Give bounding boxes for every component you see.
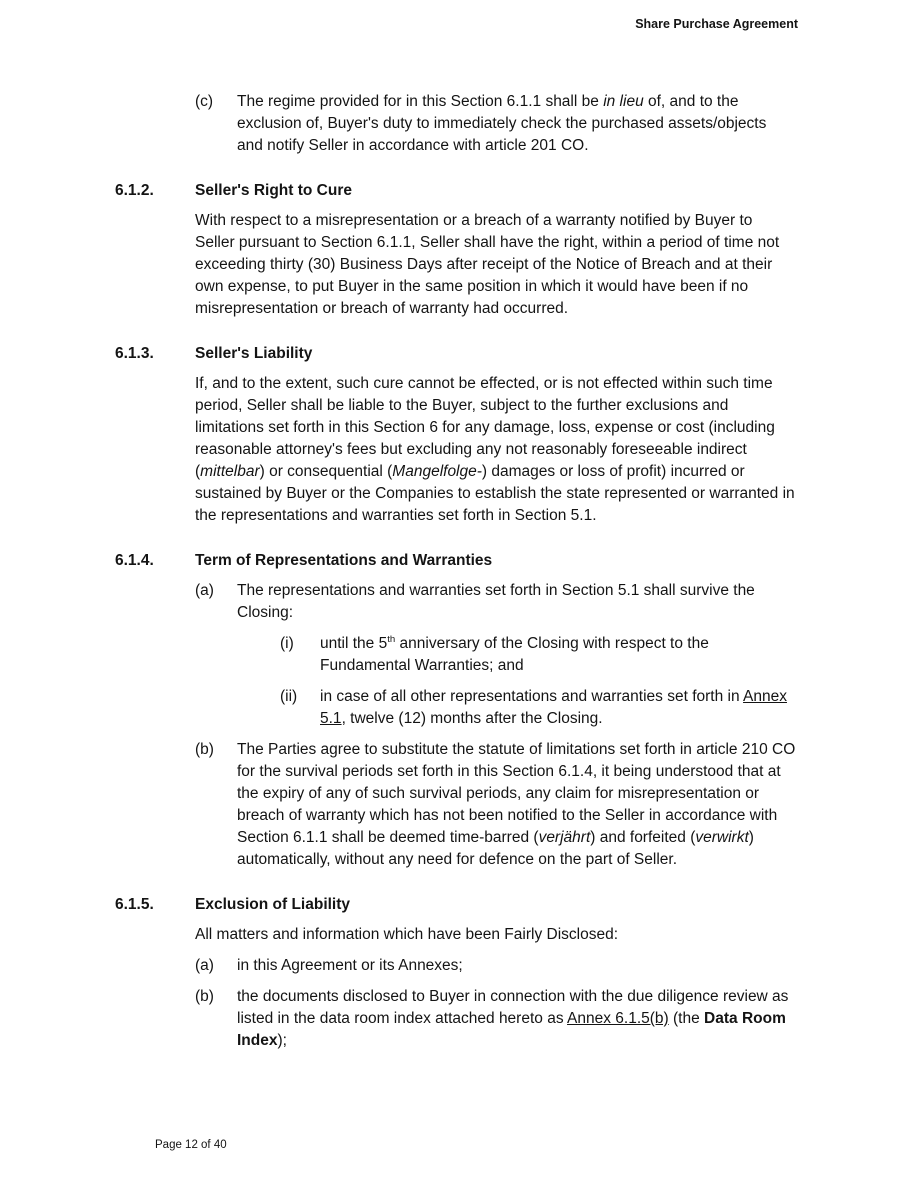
list-marker: (i) — [280, 635, 294, 652]
paragraph-text — [237, 955, 796, 977]
section-title: Seller's Liability — [195, 345, 313, 362]
section-number: 6.1.4. — [115, 552, 154, 569]
text-segment: The representations and warranties set forth in Section 5.1 shall survive the Closing: — [237, 582, 755, 621]
list-marker: (b) — [195, 741, 214, 758]
paragraph — [195, 924, 796, 946]
section-number: 6.1.5. — [115, 896, 154, 913]
section-heading — [115, 180, 796, 202]
text-segment: in lieu — [603, 93, 644, 110]
text-segment: ); — [277, 1032, 287, 1049]
paragraph — [195, 373, 796, 527]
text-segment: the documents disclosed to Buyer in connection with the due diligence review as listed in the data room index attached hereto as — [237, 988, 789, 1027]
page-number: Page 12 of 40 — [155, 1139, 227, 1151]
annex-reference: Annex 6.1.5(b) — [567, 1010, 669, 1027]
document-header — [635, 17, 798, 31]
text-segment: verjährt — [538, 829, 591, 846]
paragraph-text — [237, 739, 796, 871]
list-marker: (a) — [195, 957, 214, 974]
paragraph-text — [237, 91, 796, 157]
text-segment: Mangelfolge- — [392, 463, 482, 480]
document-title: Share Purchase Agreement — [635, 17, 798, 31]
text-segment: (the — [668, 1010, 705, 1027]
section-title: Seller's Right to Cure — [195, 182, 352, 199]
paragraph — [195, 210, 796, 320]
paragraph-text — [237, 580, 796, 624]
text-segment: ) automatically, without any need for defence on the part of Seller. — [237, 829, 754, 868]
text-segment: Data Room Index — [237, 1010, 786, 1049]
text-segment: in case of all other representations and warranties set forth in — [320, 688, 744, 705]
text-segment: anniversary of the Closing with respect to the Fundamental Warranties; and — [320, 635, 709, 674]
list-item — [195, 955, 796, 977]
text-segment: If, and to the extent, such cure cannot be effected, or is not effected within such time period, Seller shall be liable to the Buyer, subject to the further exclusions and limitations set forth in this Section 6 for any damage, loss, expense or cost (including reasonable attorney's fees but excluding any not reasonably foreseeable indirect ( — [195, 375, 775, 480]
annex-reference: Annex 5.1 — [320, 688, 787, 727]
list-marker: (c) — [195, 93, 214, 110]
text-segment: of, and to the exclusion of, Buyer's duty to immediately check the purchased assets/objects and notify Seller in accordance with article 201 CO. — [237, 93, 767, 154]
section-heading — [115, 550, 796, 572]
list-marker: (a) — [195, 582, 214, 599]
list-item — [195, 739, 796, 871]
text-segment: in this Agreement or its Annexes; — [237, 957, 463, 974]
paragraph-text — [195, 375, 795, 524]
section-number: 6.1.2. — [115, 182, 154, 199]
paragraph-text — [195, 212, 779, 317]
text-segment: The Parties agree to substitute the statute of limitations set forth in article 210 CO for the survival periods set forth in this Section 6.1.4, it being understood that at the expiry of any of such survival periods, any claim for misrepresentation or breach of warranty which has not been notified to the Seller in accordance with Section 6.1.1 shall be deemed time-barred ( — [237, 741, 796, 846]
text-segment: until the 5 — [320, 635, 388, 652]
list-item — [195, 986, 796, 1052]
list-item — [280, 686, 796, 730]
section-title: Exclusion of Liability — [195, 896, 351, 913]
list-marker: (b) — [195, 988, 214, 1005]
section-heading — [115, 343, 796, 365]
paragraph-text — [237, 986, 796, 1052]
paragraph-text — [320, 633, 796, 677]
list-item — [195, 91, 796, 157]
section-title: Term of Representations and Warranties — [195, 552, 493, 569]
text-segment: ) damages or loss of profit) incurred or sustained by Buyer or the Companies to establish the state represented or warranted in the representations and warranties set forth in Section 5.1. — [195, 463, 795, 524]
text-segment: , twelve (12) months after the Closing. — [341, 710, 603, 727]
section-heading — [115, 894, 796, 916]
text-segment: With respect to a misrepresentation or a breach of a warranty notified by Buyer to Seller pursuant to Section 6.1.1, Seller shall have the right, within a period of time not exceeding thirty (30) Business Days after receipt of the Notice of Breach and at their own expense, to put Buyer in the same position in which it would have been if no misrepresentation or breach of warranty had occurred. — [195, 212, 780, 317]
document-body — [115, 91, 796, 1061]
list-item — [195, 580, 796, 624]
list-item — [280, 633, 796, 677]
text-segment: All matters and information which have been Fairly Disclosed: — [195, 926, 618, 943]
text-segment: mittelbar — [200, 463, 260, 480]
paragraph-text — [320, 686, 796, 730]
text-segment: verwirkt — [695, 829, 749, 846]
section-number: 6.1.3. — [115, 345, 154, 362]
text-segment: th — [387, 633, 396, 645]
text-segment: The regime provided for in this Section 6.1.1 shall be — [237, 93, 604, 110]
list-marker: (ii) — [280, 688, 298, 705]
text-segment: ) and forfeited ( — [590, 829, 696, 846]
text-segment: ) or consequential ( — [259, 463, 393, 480]
paragraph-text — [195, 926, 618, 943]
page-footer — [155, 1139, 227, 1151]
